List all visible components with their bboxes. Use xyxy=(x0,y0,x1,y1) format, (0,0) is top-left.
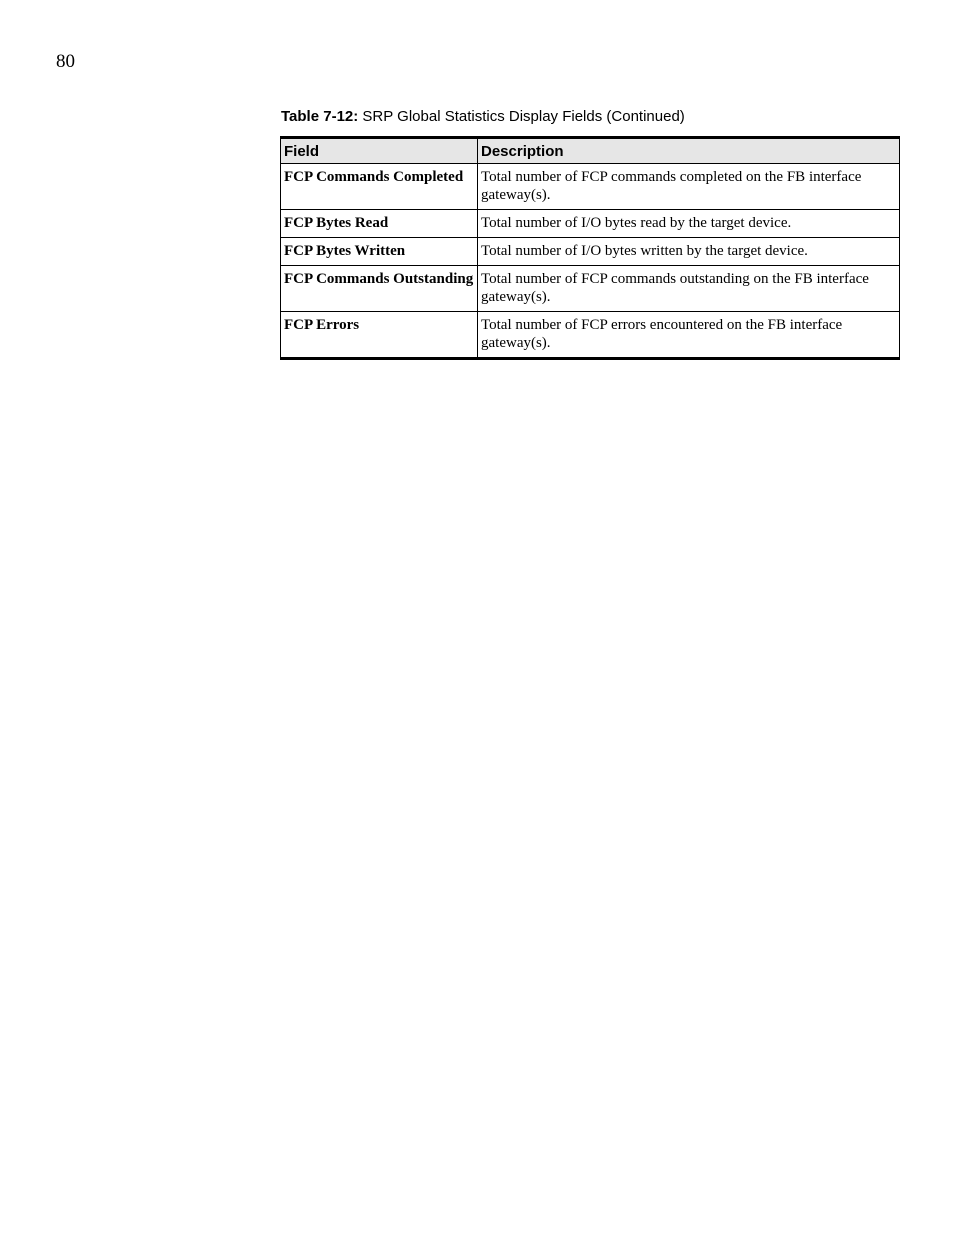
field-name-cell: FCP Bytes Written xyxy=(281,238,478,266)
field-description-cell: Total number of I/O bytes written by the target device. xyxy=(478,238,900,266)
field-description-cell: Total number of I/O bytes read by the target device. xyxy=(478,210,900,238)
table-row xyxy=(281,266,900,312)
field-description-cell: Total number of FCP errors encountered on the FB interface gateway(s). xyxy=(478,312,900,359)
table-row xyxy=(281,238,900,266)
table-row xyxy=(281,312,900,359)
field-name-cell: FCP Commands Completed xyxy=(281,164,478,210)
field-name-cell: FCP Commands Outstanding xyxy=(281,266,478,312)
column-header-description: Description xyxy=(478,138,900,164)
table-caption-label: Table 7-12: xyxy=(281,108,359,125)
column-header-field: Field xyxy=(281,138,478,164)
field-name-cell: FCP Errors xyxy=(281,312,478,359)
page-number: 80 xyxy=(56,51,75,72)
field-description-cell: Total number of FCP commands outstanding on the FB interface gateway(s). xyxy=(478,266,900,312)
table-caption-title: SRP Global Statistics Display Fields (Continued) xyxy=(362,108,685,125)
table-header-row xyxy=(281,138,900,164)
table-row xyxy=(281,164,900,210)
field-name-cell: FCP Bytes Read xyxy=(281,210,478,238)
display-fields-table xyxy=(280,136,900,360)
field-description-cell: Total number of FCP commands completed on the FB interface gateway(s). xyxy=(478,164,900,210)
table-caption xyxy=(281,107,685,127)
table-row xyxy=(281,210,900,238)
